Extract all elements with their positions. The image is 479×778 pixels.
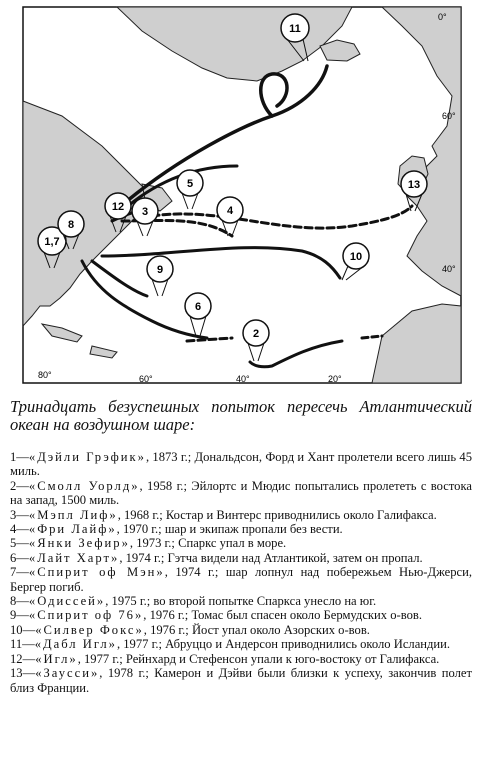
balloon-routes-map (22, 6, 462, 386)
europe-land (382, 7, 461, 296)
route-6-dashed (187, 338, 232, 341)
svg-text:13: 13 (407, 179, 421, 191)
svg-text:10: 10 (349, 251, 363, 263)
attempt-entry: 1—«Дэйли Грэфик», 1873 г.; Дональдсон, Форд и Хант пролетели всего лишь 45 миль. (10, 450, 472, 479)
attempt-entry: 4—«Фри Лайф», 1970 г.; шар и экипаж пропали без вести. (10, 522, 343, 537)
entry-balloon-name: «Дэйли Грэфик» (28, 450, 146, 464)
balloon-5 (177, 170, 203, 209)
entry-balloon-name: «Заусси» (35, 666, 100, 681)
entry-text: , 1977 г.; Рейнхард и Стефенсон упали к юго-востоку от Галифакса. (77, 651, 440, 666)
route-11-loop (261, 74, 287, 116)
latitude-label-0: 0° (438, 12, 447, 22)
entry-number: 11 (10, 637, 23, 652)
entry-number: 1 (10, 450, 17, 464)
entry-number: 4 (10, 522, 17, 537)
entry-number: 7 (10, 565, 17, 580)
entry-text: , 1976 г.; Томас был спасен около Бермудских о-вов. (143, 608, 422, 623)
entry-balloon-name: «Силвер Фокс» (35, 622, 144, 637)
entry-balloon-name: «Дабл Игл» (34, 637, 117, 652)
attempt-entry: 6—«Лайт Харт», 1974 г.; Гэтча видели над Атлантикой, затем он пропал. (10, 550, 423, 565)
svg-text:6: 6 (194, 301, 202, 313)
entry-number: 13 (10, 666, 23, 681)
entry-text: , 1968 г.; Костар и Винтерс приводнились около Галифакса. (117, 507, 437, 522)
longitude-label-20: 20° (328, 374, 342, 384)
balloon-6 (185, 293, 211, 336)
entry-balloon-name: «Смолл Уорлд» (28, 478, 140, 493)
attempt-entry: 8—«Одиссей», 1975 г.; во второй попытке Спаркса унесло на юг. (10, 594, 377, 609)
entry-balloon-name: «Одиссей» (28, 594, 106, 609)
svg-text:1,7: 1,7 (44, 236, 60, 248)
latitude-label-60: 60° (442, 111, 456, 121)
entry-text: , 1873 г.; Дональдсон, Форд и Хант пролетели всего лишь 45 миль. (10, 450, 472, 479)
balloon-10 (342, 243, 369, 280)
route-10 (102, 248, 340, 278)
entry-number: 8 (10, 594, 17, 609)
africa-land (372, 304, 461, 383)
entry-text: , 1958 г.; Эйлортс и Мюдис попытались пролететь с востока на запад, 1500 миль. (10, 478, 473, 508)
entry-balloon-name: «Спирит оф 76» (28, 608, 144, 623)
attempt-entry: 11—«Дабл Игл», 1977 г.; Абруццо и Андерсон приводнились около Исландии. (10, 637, 451, 652)
entry-text: , 1973 г.; Спаркс упал в море. (129, 536, 287, 551)
entry-number: 2 (10, 478, 17, 493)
svg-text:12: 12 (111, 201, 125, 213)
entry-number: 6 (10, 550, 17, 565)
entry-number: 10 (10, 622, 23, 637)
entry-balloon-name: «Спирит оф Мэн» (28, 565, 165, 580)
attempts-list (10, 450, 472, 695)
svg-text:9: 9 (156, 264, 164, 276)
attempt-entry: 10—«Силвер Фокс», 1976 г.; Йост упал около Азорских о-вов. (10, 622, 370, 637)
entry-text: , 1970 г.; шар и экипаж пропали без вести. (116, 522, 343, 537)
entry-number: 5 (10, 536, 17, 551)
entry-balloon-name: «Мэпл Лиф» (28, 507, 118, 522)
figure-caption: Тринадцать безуспешных попыток пересечь Атлантический океан на воздушном шаре: (10, 397, 472, 434)
entry-text: , 1974 г.; Гэтча видели над Атлантикой, затем он пропал. (119, 550, 423, 565)
route-2-end (362, 336, 382, 338)
attempt-entry: 9—«Спирит оф 76», 1976 г.; Томас был спасен около Бермудских о-вов. (10, 608, 422, 623)
attempt-entry: 12—«Игл», 1977 г.; Рейнхард и Стефенсон упали к юго-востоку от Галифакса. (10, 651, 440, 666)
longitude-label-60: 60° (139, 374, 153, 384)
longitude-label-40: 40° (236, 374, 250, 384)
entry-text: , 1977 г.; Абруццо и Андерсон приводнились около Исландии. (116, 637, 451, 652)
latitude-label-40: 40° (442, 264, 456, 274)
entry-number: 9 (10, 608, 17, 623)
route-11 (127, 66, 327, 201)
entry-number: 12 (10, 651, 23, 666)
attempt-entry: 7—«Спирит оф Мэн», 1974 г.; шар лопнул над побережьем Нью-Джерси, Бергер погиб. (10, 565, 472, 594)
greenland-land (117, 7, 352, 81)
balloon-3 (132, 198, 158, 236)
entry-number: 3 (10, 507, 17, 522)
entry-text: , 1978 г.; Камерон и Дэйви были близки к успеху, закончив полет близ Франции. (10, 666, 472, 695)
caribbean-islands (42, 324, 82, 342)
attempt-entry: 13—«Заусси», 1978 г.; Камерон и Дэйви были близки к успеху, закончив полет близ Франции. (10, 666, 472, 695)
entry-text: , 1976 г.; Йост упал около Азорских о-вов. (143, 622, 370, 637)
svg-text:3: 3 (141, 206, 149, 218)
svg-text:11: 11 (289, 23, 301, 35)
entry-text: , 1975 г.; во второй попытке Спаркса унесло на юг. (105, 594, 377, 609)
route-13 (152, 206, 412, 228)
route-9 (92, 261, 147, 296)
entry-text: , 1974 г.; шар лопнул над побережьем Нью-Джерси, Бергер погиб. (10, 565, 472, 594)
entry-balloon-name: «Фри Лайф» (28, 522, 117, 537)
landmasses (23, 7, 461, 383)
balloon-2 (243, 320, 269, 361)
attempt-entry: 5—«Янки Зефир», 1973 г.; Спаркс упал в море. (10, 536, 287, 551)
svg-text:5: 5 (186, 178, 194, 190)
iceland-land (320, 40, 360, 61)
entry-balloon-name: «Игл» (35, 651, 78, 666)
svg-text:2: 2 (252, 328, 260, 340)
svg-text:8: 8 (67, 219, 75, 231)
attempt-entry: 2—«Смолл Уорлд», 1958 г.; Эйлортс и Мюдис попытались пролететь с востока на запад, 1500 миль. (10, 478, 473, 508)
attempt-entry: 3—«Мэпл Лиф», 1968 г.; Костар и Винтерс приводнились около Галифакса. (10, 507, 437, 522)
entry-balloon-name: «Лайт Харт» (28, 550, 120, 565)
longitude-label-80: 80° (38, 370, 52, 380)
svg-text:4: 4 (226, 205, 234, 217)
entry-balloon-name: «Янки Зефир» (28, 536, 130, 551)
caribbean-islands-2 (90, 346, 117, 358)
balloon-9 (147, 256, 173, 296)
